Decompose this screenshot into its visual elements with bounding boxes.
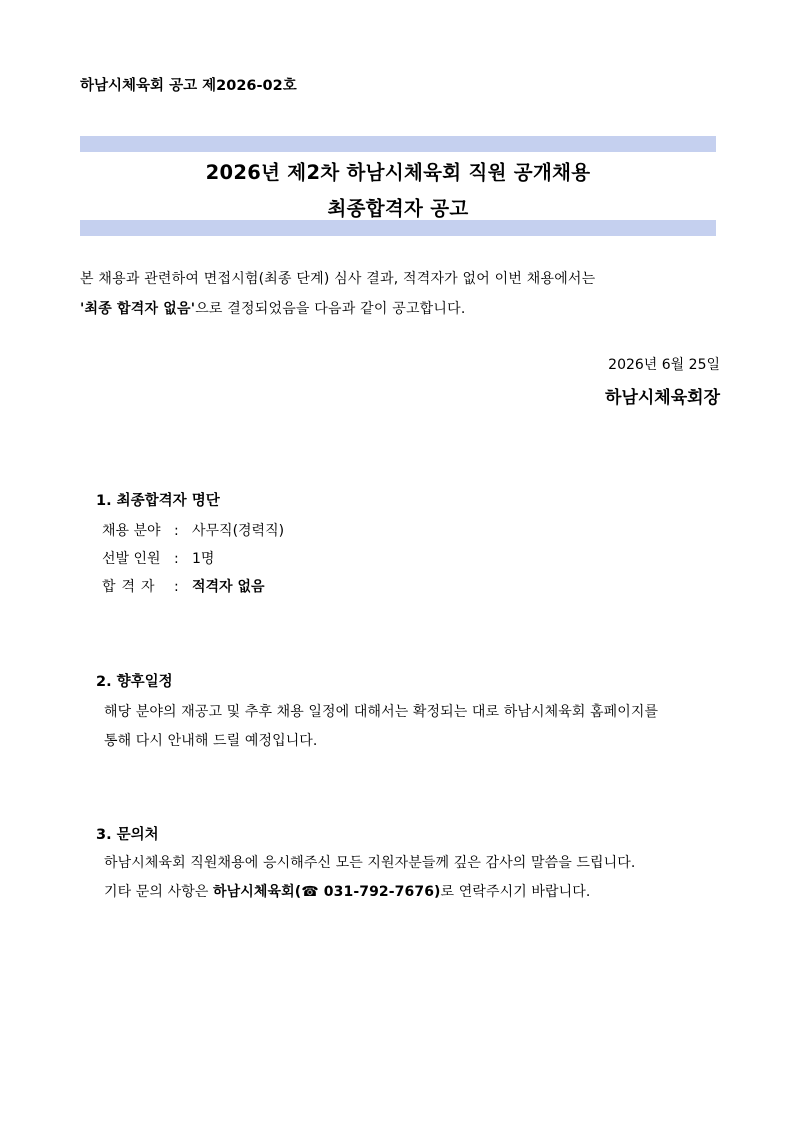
contact-org: 하남시체육회( [213, 884, 302, 900]
phone-icon: ☎ [301, 884, 319, 900]
field-label: 채용 분야 [102, 523, 161, 539]
field-value: 사무직(경력직) [192, 523, 285, 539]
contact-line-2 [104, 881, 590, 901]
page-subtitle: 최종합격자 공고 [327, 197, 469, 220]
contact-prefix: 기타 문의 사항은 [104, 884, 214, 900]
notice-date: 2026년 6월 25일 [608, 357, 720, 373]
section-heading-schedule: 2. 향후일정 [96, 674, 173, 690]
intro-rest: 으로 결정되었음을 다음과 같이 공고합니다. [195, 301, 466, 317]
field-colon: : [174, 579, 179, 595]
field-value: 1명 [192, 551, 215, 567]
contact-line-1: 하남시체육회 직원채용에 응시해주신 모든 지원자분들께 깊은 감사의 말씀을 드립니다. [104, 855, 636, 871]
field-colon: : [174, 523, 179, 539]
title-band-top [80, 136, 716, 152]
contact-phone: 031-792-7676) [318, 884, 441, 900]
field-label: 합격자 [102, 579, 161, 595]
field-colon: : [174, 551, 179, 567]
intro-line-2 [80, 298, 466, 318]
page-title: 2026년 제2차 하남시체육회 직원 공개채용 [205, 161, 591, 184]
intro-line-1: 본 채용과 관련하여 면접시험(최종 단계) 심사 결과, 적격자가 없어 이번 채용에서는 [80, 271, 596, 287]
intro-emphasis: '최종 합격자 없음' [80, 301, 196, 317]
section-heading-final-list: 1. 최종합격자 명단 [96, 493, 220, 509]
field-row-passers [102, 576, 265, 596]
notice-number: 하남시체육회 공고 제2026-02호 [80, 78, 297, 94]
field-value: 적격자 없음 [192, 579, 265, 595]
title-band-bottom [80, 220, 716, 236]
signer-name: 하남시체육회장 [605, 388, 720, 408]
field-row-recruit-area [102, 520, 284, 540]
schedule-line-2: 통해 다시 안내해 드릴 예정입니다. [104, 733, 318, 749]
field-label: 선발 인원 [102, 551, 161, 567]
schedule-line-1: 해당 분야의 재공고 및 추후 채용 일정에 대해서는 확정되는 대로 하남시체육회 홈페이지를 [104, 704, 659, 720]
field-row-headcount [102, 548, 214, 568]
contact-suffix: 로 연락주시기 바랍니다. [440, 884, 591, 900]
section-heading-contact: 3. 문의처 [96, 827, 159, 843]
